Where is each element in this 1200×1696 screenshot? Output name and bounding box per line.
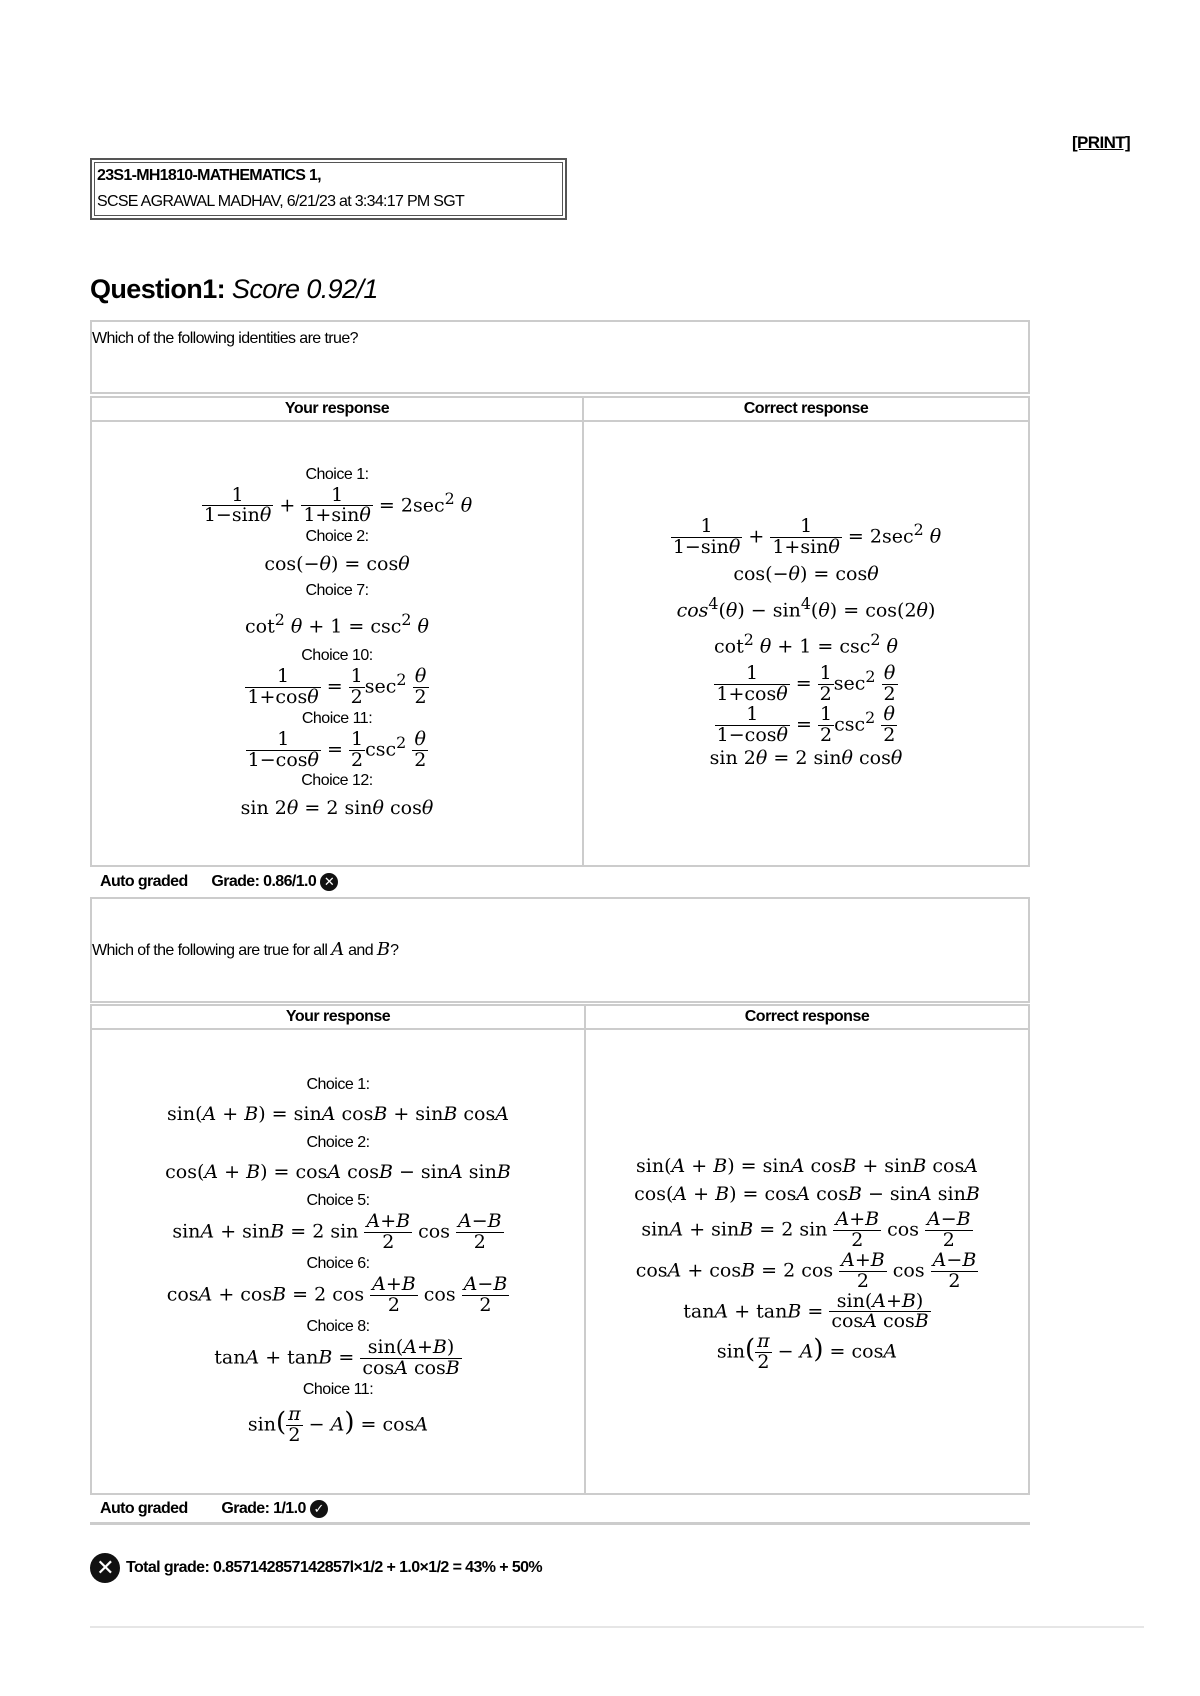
part2-your-response — [91, 1029, 585, 1494]
part2-statement — [90, 897, 1030, 1003]
part1-statement-text: Which of the following identities are true? — [92, 330, 358, 347]
part2-statement-pre: Which of the following are true for all — [92, 942, 332, 959]
math-expression: $\frac{1}{1+\cos\theta}$ = $\frac{1}{2}$ $\sec^2$ $\frac{\theta}{2}$ — [247, 664, 427, 708]
math-expression: $\frac{1}{1-\cos\theta}$ = $\frac{1}{2}$ $\csc^2$ $\frac{\theta}{2}$ — [247, 727, 427, 771]
part1-your-header: Your response — [91, 397, 583, 421]
choice-label: Choice 5: — [306, 1192, 370, 1210]
section-divider — [90, 1522, 1030, 1525]
choice-label: Choice 11: — [301, 709, 373, 727]
math-expression: sinA + sinB = 2 sin $\frac{A+B}{2}$ cos $\frac{A-B}{2}$ — [641, 1207, 971, 1251]
math-expression: sin(A + B) = sinA cosB + sinB cosA — [167, 1103, 509, 1126]
math-expression: cos(−θ) = cosθ — [264, 553, 410, 576]
part1-correct-response — [583, 421, 1029, 866]
math-expression: sinA + sinB = 2 sin $\frac{A+B}{2}$ cos $\frac{A-B}{2}$ — [172, 1210, 502, 1254]
part1-grade-row — [100, 873, 338, 891]
var-b: B — [376, 939, 391, 960]
part1-your-response — [91, 421, 583, 866]
choice-label: Choice 7: — [305, 582, 369, 600]
x-circle-icon: ✕ — [90, 1553, 120, 1583]
total-grade-row — [90, 1553, 542, 1583]
math-expression: sin( $\frac{\pi}{2}$ − A) = cosA — [247, 1402, 429, 1446]
var-a: A — [331, 939, 345, 960]
print-link[interactable]: [PRINT] — [1072, 133, 1131, 152]
math-expression: cosA + cosB = 2 cos $\frac{A+B}{2}$ cos $\frac{A-B}{2}$ — [635, 1248, 977, 1292]
math-expression: sin 2θ = 2 sinθ cosθ — [709, 747, 903, 770]
choice-label: Choice 8: — [306, 1318, 370, 1335]
math-expression: $\frac{1}{1+\cos\theta}$ = $\frac{1}{2}$ $\sec^2$ $\frac{\theta}{2}$ — [716, 662, 896, 706]
math-expression: sin(A + B) = sinA cosB + sinB cosA — [636, 1154, 978, 1177]
part2-correct-header: Correct response — [585, 1005, 1029, 1029]
part1-grade: Grade: 0.86/1.0 — [211, 873, 317, 891]
math-expression: cos(A + B) = cosA cosB − sinA sinB — [165, 1161, 511, 1184]
part2-grade-row — [100, 1500, 328, 1518]
choice-label: Choice 12: — [301, 772, 373, 790]
part2-your-header: Your response — [91, 1005, 585, 1029]
part1-correct-header: Correct response — [583, 397, 1029, 421]
choice-label: Choice 10: — [301, 646, 373, 664]
question-score: Score 0.92/1 — [231, 274, 378, 304]
question-title — [90, 274, 378, 305]
math-expression: cos(−θ) = cosθ — [733, 562, 879, 585]
x-circle-icon: ✕ — [320, 873, 338, 891]
math-expression: $\cot^2 \theta + 1 = \csc^2 \theta$ — [714, 630, 898, 658]
part1-statement — [90, 320, 1030, 394]
math-expression: sin 2θ = 2 sinθ cosθ — [240, 797, 434, 820]
course-title: 23S1-MH1810-MATHEMATICS 1, — [97, 167, 321, 184]
part2-grade: Grade: 1/1.0 — [221, 1500, 306, 1518]
math-expression: $\frac{1}{1-\sin\theta}$ + $\frac{1}{1+\sin\theta}$ = $2\sec^2$ θ — [672, 514, 942, 558]
math-expression: sin( $\frac{\pi}{2}$ − A) = cosA — [716, 1330, 898, 1374]
student-info: SCSE AGRAWAL MADHAV, 6/21/23 at 3:34:17 PM SGT — [97, 193, 465, 210]
part1-response-table — [90, 396, 1030, 867]
part2-statement-post: ? — [390, 942, 399, 959]
check-circle-icon: ✓ — [310, 1500, 328, 1518]
part2-correct-response — [585, 1029, 1029, 1494]
auto-graded-label: Auto graded — [100, 1500, 188, 1518]
question-label: Question1: — [90, 274, 226, 304]
math-expression: cos(A + B) = cosA cosB − sinA sinB — [634, 1182, 980, 1205]
choice-label: Choice 6: — [306, 1255, 370, 1273]
math-expression: cosA + cosB = 2 cos $\frac{A+B}{2}$ cos $\frac{A-B}{2}$ — [166, 1273, 508, 1317]
choice-label: Choice 2: — [305, 528, 369, 546]
math-expression: tanA + tanB = $\frac{\sin(A+B)}{\text{cosA cosB}}$ — [683, 1289, 929, 1333]
total-grade: Total grade: 0.857142857142857l×1/2 + 1.0×1/2 = 43% + 50% — [126, 1559, 543, 1576]
math-expression: $\cot^2 \theta + 1 = \csc^2 \theta$ — [245, 610, 429, 638]
choice-label: Choice 2: — [306, 1134, 370, 1152]
footer-divider — [90, 1626, 1144, 1628]
math-expression: $\frac{1}{1-\cos\theta}$ = $\frac{1}{2}$ $\csc^2$ $\frac{\theta}{2}$ — [716, 703, 896, 747]
course-header-box — [90, 158, 567, 220]
choice-label: Choice 11: — [302, 1380, 374, 1398]
part2-response-table — [90, 1004, 1030, 1495]
part2-statement-mid: and — [344, 942, 377, 959]
choice-label: Choice 1: — [306, 1076, 370, 1094]
auto-graded-label: Auto graded — [100, 873, 188, 891]
math-expression: tanA + tanB = $\frac{\sin(A+B)}{\text{cosA cosB}}$ — [214, 1336, 460, 1379]
math-expression: $\frac{1}{1-\sin\theta}$ + $\frac{1}{1+\sin\theta}$ = $2\sec^2$ θ — [203, 483, 473, 527]
choice-label: Choice 1: — [305, 465, 369, 483]
math-expression: $\cos^4(\theta) - \sin^4(\theta) = \cos(2\theta)$ — [676, 593, 936, 622]
